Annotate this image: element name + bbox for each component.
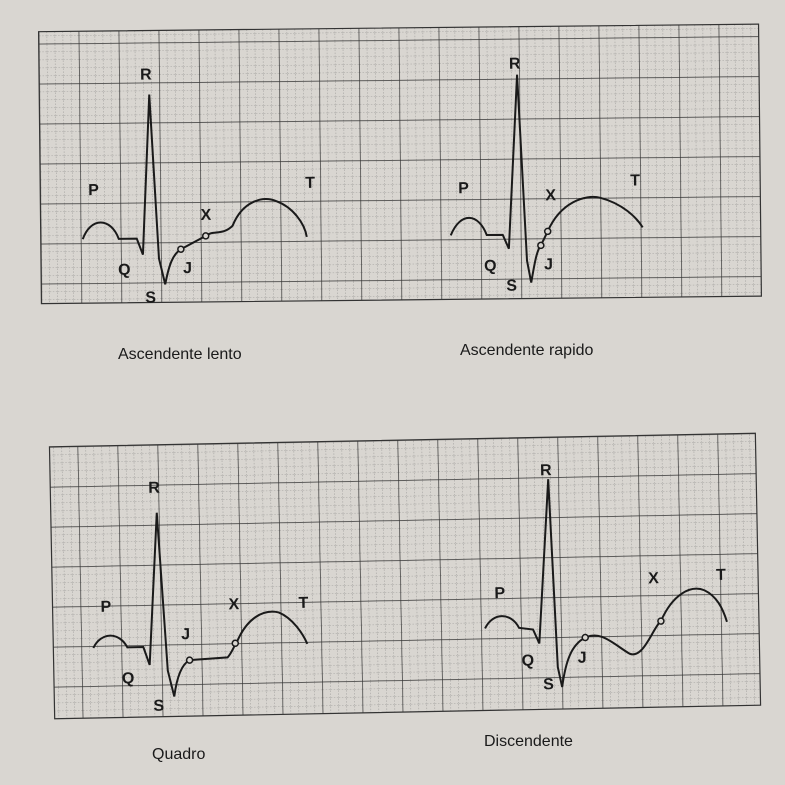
label-R: R <box>139 66 152 84</box>
label-S-4: S <box>542 676 554 694</box>
label-P: P <box>88 182 100 200</box>
label-S: S <box>145 289 157 307</box>
label-J-2: J <box>543 256 554 274</box>
label-R-2: R <box>508 55 521 73</box>
x-point-marker-3 <box>232 640 238 646</box>
caption-ascendente-lento: Ascendente lento <box>118 346 242 363</box>
label-Q: Q <box>117 261 131 279</box>
x-point-marker <box>203 233 209 239</box>
label-X-3: X <box>228 596 240 614</box>
label-T: T <box>305 174 316 192</box>
label-J-4: J <box>577 649 587 667</box>
label-S-2: S <box>506 277 518 295</box>
label-T-2: T <box>630 172 641 190</box>
label-X: X <box>200 206 212 224</box>
label-P-2: P <box>458 180 470 198</box>
label-T-3: T <box>298 594 309 613</box>
caption-ascendente-rapido: Ascendente rapido <box>460 342 594 359</box>
label-Q-2: Q <box>483 257 497 276</box>
label-P-4: P <box>494 585 506 603</box>
j-point-marker <box>178 246 184 252</box>
x-point-marker-2 <box>545 228 551 234</box>
label-R-3: R <box>148 479 161 497</box>
caption-quadro: Quadro <box>152 746 206 763</box>
j-point-marker-2 <box>538 242 544 248</box>
x-point-marker-4 <box>658 618 664 624</box>
j-point-marker-3 <box>187 657 193 663</box>
panel-bottom <box>49 433 760 719</box>
label-Q-4: Q <box>521 652 535 670</box>
label-S-3: S <box>153 697 165 715</box>
label-P-3: P <box>100 598 112 616</box>
label-J-3: J <box>180 626 191 644</box>
label-X-4: X <box>647 570 659 588</box>
label-X-2: X <box>545 187 557 205</box>
label-J: J <box>182 260 193 278</box>
j-point-marker-4 <box>582 634 588 640</box>
label-Q-3: Q <box>121 670 135 688</box>
label-R-4: R <box>539 462 552 480</box>
panel-ascendente-lento <box>39 24 762 308</box>
label-T-4: T <box>715 566 727 585</box>
caption-discendente: Discendente <box>484 733 573 750</box>
